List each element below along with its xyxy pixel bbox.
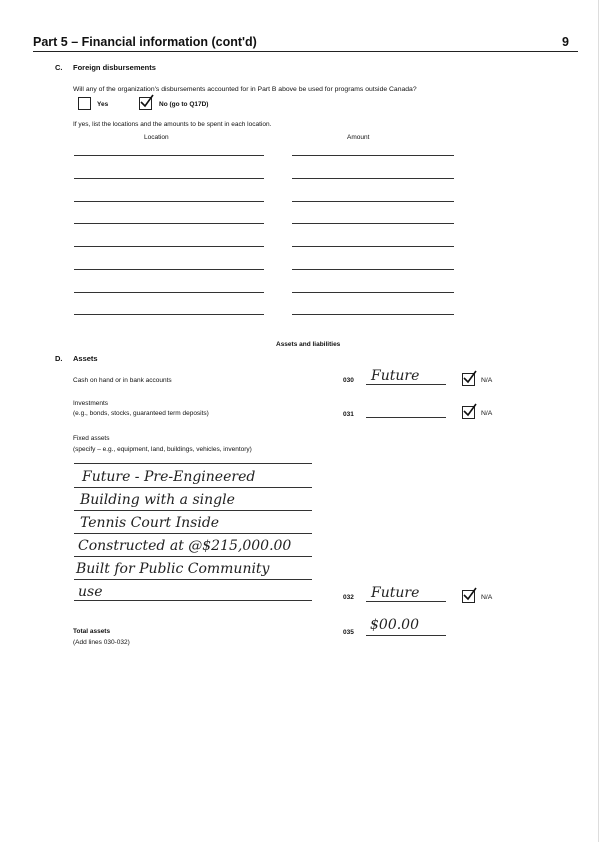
location-column-header: Location [144, 134, 169, 141]
fixed-line-5[interactable] [74, 579, 312, 580]
foreign-question: Will any of the organization's disbursements accounted for in Part B above be used for programs outside Canada? [73, 86, 417, 93]
fixed-na-checkbox[interactable] [462, 590, 475, 603]
total-value: $00.00 [370, 617, 419, 633]
fixed-na-label: N/A [481, 594, 493, 601]
checkmark-icon [462, 587, 478, 601]
fixed-line-code: 032 [343, 594, 354, 601]
cash-line-code: 030 [343, 377, 354, 384]
investments-label: Investments [73, 400, 109, 407]
location-line-1[interactable] [74, 155, 264, 156]
cash-label: Cash on hand or in bank accounts [73, 377, 172, 384]
amount-line-2[interactable] [292, 178, 454, 179]
cash-na-checkbox[interactable] [462, 373, 475, 386]
part-title: Part 5 – Financial information (cont'd) [33, 35, 257, 49]
page-number: 9 [562, 35, 569, 49]
fixed-line-6[interactable] [74, 600, 312, 601]
amount-line-1[interactable] [292, 155, 454, 156]
fixed-line-3[interactable] [74, 533, 312, 534]
fixed-line-2[interactable] [74, 510, 312, 511]
cash-na-label: N/A [481, 377, 493, 384]
fixed-handwritten-1: Future - Pre-Engineered [82, 469, 256, 485]
total-assets-label: Total assets [73, 628, 111, 635]
cash-value: Future [371, 368, 420, 384]
checkmark-icon [462, 403, 478, 417]
fixed-line-1[interactable] [74, 487, 312, 488]
location-line-2[interactable] [74, 178, 264, 179]
amount-line-5[interactable] [292, 246, 454, 247]
locations-instruction: If yes, list the locations and the amounts to be spent in each location. [73, 121, 272, 128]
location-line-7[interactable] [74, 292, 264, 293]
investments-na-label: N/A [481, 410, 493, 417]
page-edge [598, 0, 599, 842]
no-checkbox[interactable] [139, 97, 152, 110]
fixed-handwritten-4: Constructed at @$215,000.00 [78, 538, 292, 554]
fixed-amount-line[interactable] [366, 601, 446, 602]
fixed-line-4[interactable] [74, 556, 312, 557]
fixed-handwritten-5: Built for Public Community [76, 561, 270, 577]
fixed-handwritten-2: Building with a single [80, 492, 235, 508]
section-c-title: Foreign disbursements [73, 63, 156, 72]
investments-amount-line[interactable] [366, 417, 446, 418]
section-c-letter: C. [55, 63, 63, 72]
investments-na-checkbox[interactable] [462, 406, 475, 419]
cash-amount-line[interactable] [366, 384, 446, 385]
amount-line-3[interactable] [292, 201, 454, 202]
fixed-handwritten-6: use [78, 584, 103, 600]
location-line-8[interactable] [74, 314, 264, 315]
no-label: No (go to Q17D) [159, 101, 209, 108]
location-line-4[interactable] [74, 223, 264, 224]
fixed-value: Future [371, 585, 420, 601]
yes-label: Yes [97, 101, 109, 108]
total-line-code: 035 [343, 629, 354, 636]
amount-line-8[interactable] [292, 314, 454, 315]
location-line-3[interactable] [74, 201, 264, 202]
section-d-title: Assets [73, 354, 98, 363]
checkmark-icon [139, 94, 155, 108]
investments-line-code: 031 [343, 411, 354, 418]
amount-column-header: Amount [347, 134, 370, 141]
header-rule [33, 51, 578, 52]
checkmark-icon [462, 370, 478, 384]
assets-liabilities-heading: Assets and liabilities [276, 341, 341, 348]
amount-line-6[interactable] [292, 269, 454, 270]
section-d-letter: D. [55, 354, 63, 363]
total-amount-line[interactable] [366, 635, 446, 636]
fixed-assets-label: Fixed assets [73, 435, 110, 442]
yes-checkbox[interactable] [78, 97, 91, 110]
amount-line-7[interactable] [292, 292, 454, 293]
fixed-assets-sublabel: (specify – e.g., equipment, land, buildings, vehicles, inventory) [73, 446, 252, 453]
location-line-5[interactable] [74, 246, 264, 247]
fixed-line-0[interactable] [74, 463, 312, 464]
total-assets-sublabel: (Add lines 030-032) [73, 639, 130, 646]
location-line-6[interactable] [74, 269, 264, 270]
fixed-handwritten-3: Tennis Court Inside [80, 515, 220, 531]
investments-sublabel: (e.g., bonds, stocks, guaranteed term deposits) [73, 410, 209, 417]
amount-line-4[interactable] [292, 223, 454, 224]
